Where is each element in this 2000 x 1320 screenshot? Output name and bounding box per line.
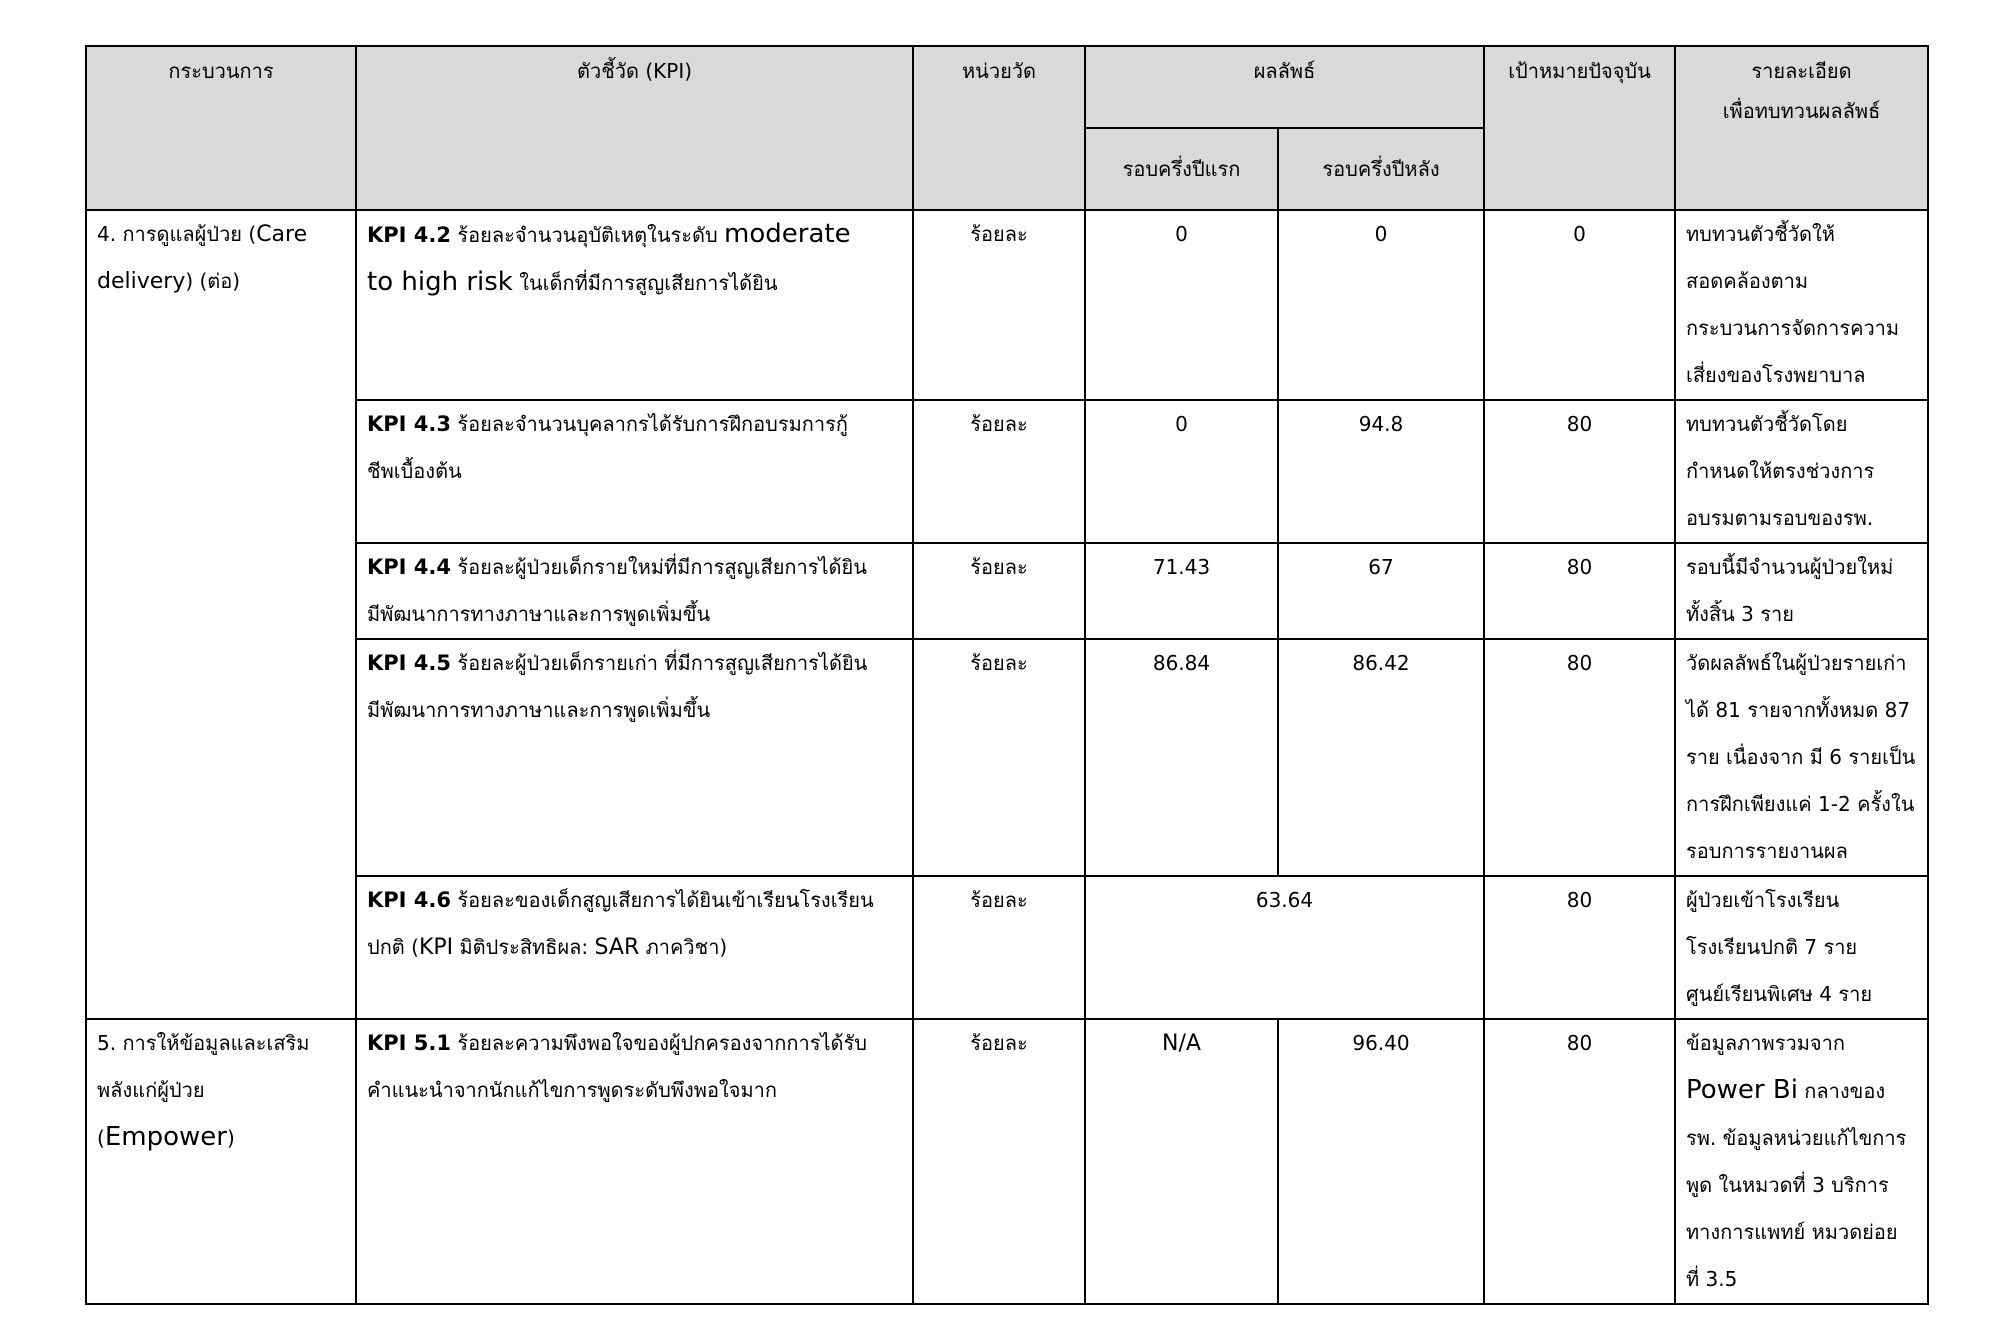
detail-line: ได้ 81 รายจากทั้งหมด 87 <box>1686 698 1911 722</box>
detail-cell <box>1675 400 1928 543</box>
unit-cell: ร้อยละ <box>913 400 1085 543</box>
detail-line: อบรมตามรอบของรพ. <box>1686 506 1874 530</box>
detail-line: รพ. ข้อมูลหน่วยแก้ไขการ <box>1686 1126 1907 1150</box>
kpi-id: KPI 4.2 <box>367 223 451 247</box>
first-half-cell: N/A <box>1085 1019 1278 1304</box>
second-half-cell: 96.40 <box>1278 1019 1484 1304</box>
target-cell: 80 <box>1484 1019 1675 1304</box>
kpi-text-en: KPI <box>418 935 454 960</box>
kpi-cell <box>356 210 913 400</box>
detail-cell <box>1675 210 1928 400</box>
header-detail <box>1675 46 1928 210</box>
kpi-text-en: SAR <box>594 935 640 960</box>
table-row <box>86 1019 1928 1304</box>
second-half-cell: 67 <box>1278 543 1484 639</box>
kpi-text: ร้อยละผู้ป่วยเด็กรายเก่า ที่มีการสูญเสียการได้ยิน <box>451 651 868 675</box>
kpi-text: มีพัฒนาการทางภาษาและการพูดเพิ่มขึ้น <box>367 698 711 722</box>
second-half-cell: 86.42 <box>1278 639 1484 876</box>
table-row <box>86 543 1928 639</box>
header-second-half: รอบครึ่งปีหลัง <box>1278 128 1484 210</box>
process-text: พลังแก่ผู้ป่วย <box>97 1078 205 1102</box>
second-half-cell: 0 <box>1278 210 1484 400</box>
header-target: เป้าหมายปัจจุบัน <box>1484 46 1675 210</box>
kpi-text-en: to high risk <box>367 267 513 297</box>
kpi-text: ร้อยละจำนวนบุคลากรได้รับการฝึกอบรมการกู้ <box>451 412 848 436</box>
kpi-cell <box>356 639 913 876</box>
unit-cell: ร้อยละ <box>913 210 1085 400</box>
process-text-en: Empower <box>104 1122 227 1152</box>
kpi-id: KPI 4.3 <box>367 412 451 436</box>
detail-cell <box>1675 1019 1928 1304</box>
kpi-cell <box>356 876 913 1019</box>
table-row <box>86 876 1928 1019</box>
target-cell: 0 <box>1484 210 1675 400</box>
detail-line: การฝึกเพียงแค่ 1-2 ครั้งใน <box>1686 792 1915 816</box>
target-cell: 80 <box>1484 400 1675 543</box>
detail-line: รอบการรายงานผล <box>1686 839 1848 863</box>
detail-cell <box>1675 639 1928 876</box>
detail-line: วัดผลลัพธ์ในผู้ป่วยรายเก่า <box>1686 651 1907 675</box>
kpi-text: ในเด็กที่มีการสูญเสียการได้ยิน <box>512 271 778 295</box>
kpi-text: ภาควิชา) <box>639 935 728 959</box>
kpi-text: ร้อยละจำนวนอุบัติเหตุในระดับ <box>451 223 725 247</box>
kpi-text: ร้อยละความพึงพอใจของผู้ปกครองจากการได้รับ <box>451 1031 867 1055</box>
kpi-cell <box>356 1019 913 1304</box>
header-result: ผลลัพธ์ <box>1085 46 1484 128</box>
detail-line: เสี่ยงของโรงพยาบาล <box>1686 363 1866 387</box>
detail-line: ผู้ป่วยเข้าโรงเรียน <box>1686 888 1840 912</box>
process-text: ) (ต่อ) <box>185 269 241 293</box>
process-text: ) <box>226 1126 235 1150</box>
detail-line: ราย เนื่องจาก มี 6 รายเป็น <box>1686 745 1916 769</box>
detail-text-en: Power Bi <box>1686 1075 1798 1105</box>
header-detail-line1: รายละเอียด <box>1751 59 1852 83</box>
detail-line: ศูนย์เรียนพิเศษ 4 ราย <box>1686 982 1873 1006</box>
detail-cell <box>1675 876 1928 1019</box>
kpi-text: ชีพเบื้องต้น <box>367 459 462 483</box>
kpi-id: KPI 4.6 <box>367 888 451 912</box>
unit-cell: ร้อยละ <box>913 876 1085 1019</box>
process-text-en: delivery <box>97 269 186 294</box>
detail-line: กระบวนการจัดการความ <box>1686 316 1900 340</box>
kpi-id: KPI 4.5 <box>367 651 451 675</box>
header-detail-line2: เพื่อทบทวนผลลัพธ์ <box>1722 99 1881 123</box>
unit-cell: ร้อยละ <box>913 1019 1085 1304</box>
detail-line: ทางการแพทย์ หมวดย่อย <box>1686 1220 1898 1244</box>
process-cell-care-delivery <box>86 210 356 1019</box>
kpi-text: มิติประสิทธิผล: <box>453 935 595 959</box>
process-text-en: Care <box>256 222 308 247</box>
header-kpi: ตัวชี้วัด (KPI) <box>356 46 913 210</box>
second-half-cell: 94.8 <box>1278 400 1484 543</box>
detail-line: ข้อมูลภาพรวมจาก <box>1686 1031 1845 1055</box>
table-row <box>86 210 1928 400</box>
detail-line: ที่ 3.5 <box>1686 1267 1738 1291</box>
detail-line: ทบทวนตัวชี้วัดโดย <box>1686 412 1848 436</box>
header-first-half: รอบครึ่งปีแรก <box>1085 128 1278 210</box>
first-half-cell: 0 <box>1085 400 1278 543</box>
kpi-id: KPI 4.4 <box>367 555 451 579</box>
table-row <box>86 400 1928 543</box>
detail-line: พูด ในหมวดที่ 3 บริการ <box>1686 1173 1889 1197</box>
kpi-text-en: moderate <box>724 219 851 249</box>
process-cell-empower <box>86 1019 356 1304</box>
detail-line: รอบนี้มีจำนวนผู้ป่วยใหม่ <box>1686 555 1894 579</box>
kpi-text: คำแนะนำจากนักแก้ไขการพูดระดับพึงพอใจมาก <box>367 1078 777 1102</box>
target-cell: 80 <box>1484 543 1675 639</box>
kpi-text: ร้อยละของเด็กสูญเสียการได้ยินเข้าเรียนโรงเรียน <box>451 888 874 912</box>
kpi-id: KPI 5.1 <box>367 1031 451 1055</box>
kpi-text: ปกติ ( <box>367 935 419 959</box>
detail-cell <box>1675 543 1928 639</box>
unit-cell: ร้อยละ <box>913 543 1085 639</box>
detail-line: โรงเรียนปกติ 7 ราย <box>1686 935 1858 959</box>
result-merged-cell: 63.64 <box>1085 876 1484 1019</box>
unit-cell: ร้อยละ <box>913 639 1085 876</box>
detail-text: กลางของ <box>1797 1079 1886 1103</box>
kpi-text: มีพัฒนาการทางภาษาและการพูดเพิ่มขึ้น <box>367 602 711 626</box>
kpi-text: ร้อยละผู้ป่วยเด็กรายใหม่ที่มีการสูญเสียการได้ยิน <box>451 555 867 579</box>
detail-line: สอดคล้องตาม <box>1686 269 1809 293</box>
first-half-cell: 86.84 <box>1085 639 1278 876</box>
detail-line: กำหนดให้ตรงช่วงการ <box>1686 459 1875 483</box>
table-row <box>86 639 1928 876</box>
first-half-cell: 0 <box>1085 210 1278 400</box>
target-cell: 80 <box>1484 876 1675 1019</box>
detail-line: ทบทวนตัวชี้วัดให้ <box>1686 222 1835 246</box>
kpi-cell <box>356 400 913 543</box>
first-half-cell: 71.43 <box>1085 543 1278 639</box>
detail-line: ทั้งสิ้น 3 ราย <box>1686 602 1794 626</box>
kpi-table <box>85 45 1929 1305</box>
target-cell: 80 <box>1484 639 1675 876</box>
process-text: ( <box>97 1126 105 1150</box>
header-process: กระบวนการ <box>86 46 356 210</box>
process-text: 4. การดูแลผู้ป่วย ( <box>97 222 257 246</box>
process-text: 5. การให้ข้อมูลและเสริม <box>97 1031 310 1055</box>
header-unit: หน่วยวัด <box>913 46 1085 210</box>
kpi-cell <box>356 543 913 639</box>
